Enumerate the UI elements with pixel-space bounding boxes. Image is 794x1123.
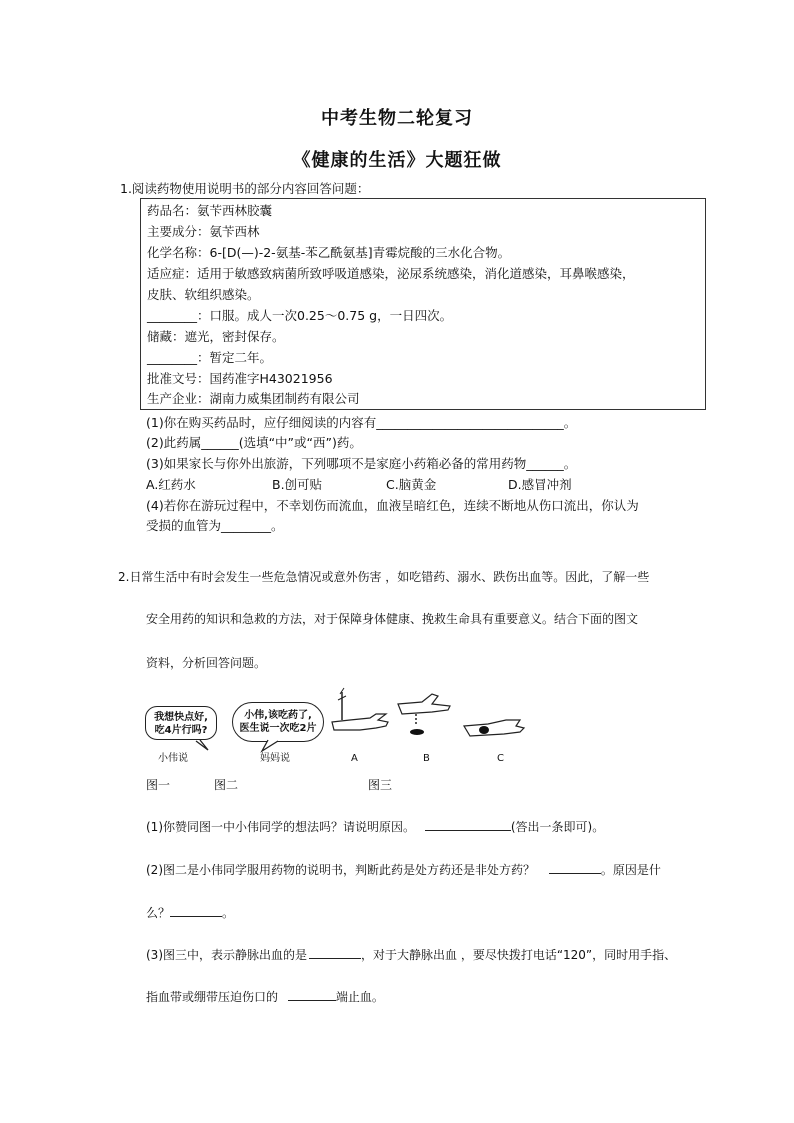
figure-label-3: 图三: [368, 778, 393, 792]
q2-sub2-text-end: 。: [222, 906, 235, 920]
q2-sub3-text-end: ，对于大静脉出血 ，要尽快拨打电话“120”，同时用手指、: [361, 948, 677, 962]
box-line: 药品名：氨苄西林胶囊: [147, 203, 273, 218]
q2-sub1-text: (1)你赞同图一中小伟同学的想法吗？请说明原因。: [146, 820, 415, 834]
medicine-label-box: [140, 198, 706, 410]
caption-xiaowei: 小伟说: [158, 753, 188, 764]
q1-sub4-line2: 受损的血管为________。: [146, 518, 284, 533]
speech-bubble-xiaowei: [145, 706, 217, 740]
box-line: ________：暂定二年。: [147, 350, 273, 365]
q2-sub3-text-cont: 指血带或绷带压迫伤口的: [146, 990, 279, 1004]
q2-line2: 安全用药的知识和急救的方法，对于保障身体健康、挽救生命具有重要意义。结合下面的图文: [146, 612, 639, 626]
q2-line3: 资料，分析回答问题。: [146, 656, 267, 670]
page-title: 中考生物二轮复习: [321, 108, 473, 129]
bubble-text: 医生说一次吃2片: [239, 723, 317, 734]
q1-sub4-line1: (4)若你在游玩过程中，不幸划伤而流血，血液呈暗红色，连续不断地从伤口流出，你认为: [146, 498, 639, 513]
q2-sub3: [146, 946, 676, 964]
q2-sub1-text-end: (答出一条即可)。: [510, 820, 605, 834]
page-subtitle: 《健康的生活》大题狂做: [292, 150, 502, 171]
q2-sub2-text-mid: 。原因是什: [600, 863, 661, 877]
bubble-text: 吃4片行吗?: [154, 725, 208, 736]
box-line: 化学名称：6-[D(—)-2-氨基-苯乙酰氨基]青霉烷酸的三水化合物。: [147, 245, 511, 260]
q2-sub3-text: (3)图三中，表示静脉出血的是: [146, 948, 307, 962]
figure-label-2: 图二: [214, 778, 239, 792]
bubble-text: 我想快点好,: [154, 712, 208, 723]
q1-option-c: C.脑黄金: [386, 477, 437, 492]
q2-sub2-text-cont: 么？: [146, 906, 171, 920]
q1-option-a: A.红药水: [146, 477, 196, 492]
answer-blank[interactable]: [288, 988, 336, 1001]
answer-blank[interactable]: [425, 818, 511, 831]
answer-blank[interactable]: [549, 861, 601, 874]
speech-bubble-mom: [232, 702, 324, 742]
q2-sub2-cont: [146, 904, 234, 922]
hand-illustrations-icon: [320, 684, 530, 744]
q2-sub3-text-end2: 端止血。: [335, 990, 384, 1004]
box-line: 批准文号：国药准字H43021956: [147, 371, 333, 386]
label-a: A: [351, 753, 358, 764]
box-line: 主要成分：氨苄西林: [147, 224, 260, 239]
q1-sub3: (3)如果家长与你外出旅游，下列哪项不是家庭小药箱必备的常用药物______。: [146, 456, 577, 471]
q2-sub3-cont: [146, 988, 384, 1006]
q2-sub1: [146, 818, 604, 836]
q2-sub2-text: (2)图二是小伟同学服用药物的说明书，判断此药是处方药还是非处方药？: [146, 863, 536, 877]
label-b: B: [423, 753, 430, 764]
box-line: 生产企业：湖南力威集团制药有限公司: [147, 391, 360, 406]
q1-sub2: (2)此药属______(选填“中”或“西”)药。: [146, 435, 362, 450]
q1-option-b: B.创可贴: [272, 477, 323, 492]
box-line: ________：口服。成人一次0.25～0.75 g，一日四次。: [147, 308, 453, 323]
q1-option-d: D.感冒冲剂: [508, 477, 572, 492]
caption-mom: 妈妈说: [260, 753, 290, 764]
q1-intro: 1.阅读药物使用说明书的部分内容回答问题：: [120, 181, 370, 196]
box-line: 适应症：适用于敏感致病菌所致呼吸道感染，泌尿系统感染，消化道感染，耳鼻喉感染，: [147, 266, 635, 281]
box-line: 皮肤、软组织感染。: [147, 287, 260, 302]
q2-line1: 2.日常生活中有时会发生一些危急情况或意外伤害 ，如吃错药、溺水、跌伤出血等。因此，了解一些: [118, 570, 650, 584]
answer-blank[interactable]: [309, 946, 361, 959]
figure-label-1: 图一: [146, 778, 171, 792]
q2-sub2: [146, 861, 661, 879]
bubble-text: 小伟,该吃药了,: [244, 710, 312, 721]
q1-sub1: (1)你在购买药品时，应仔细阅读的内容有______________________________。: [146, 415, 577, 430]
answer-blank[interactable]: [170, 904, 222, 917]
label-c: C: [497, 753, 504, 764]
box-line: 储藏：遮光，密封保存。: [147, 329, 285, 344]
